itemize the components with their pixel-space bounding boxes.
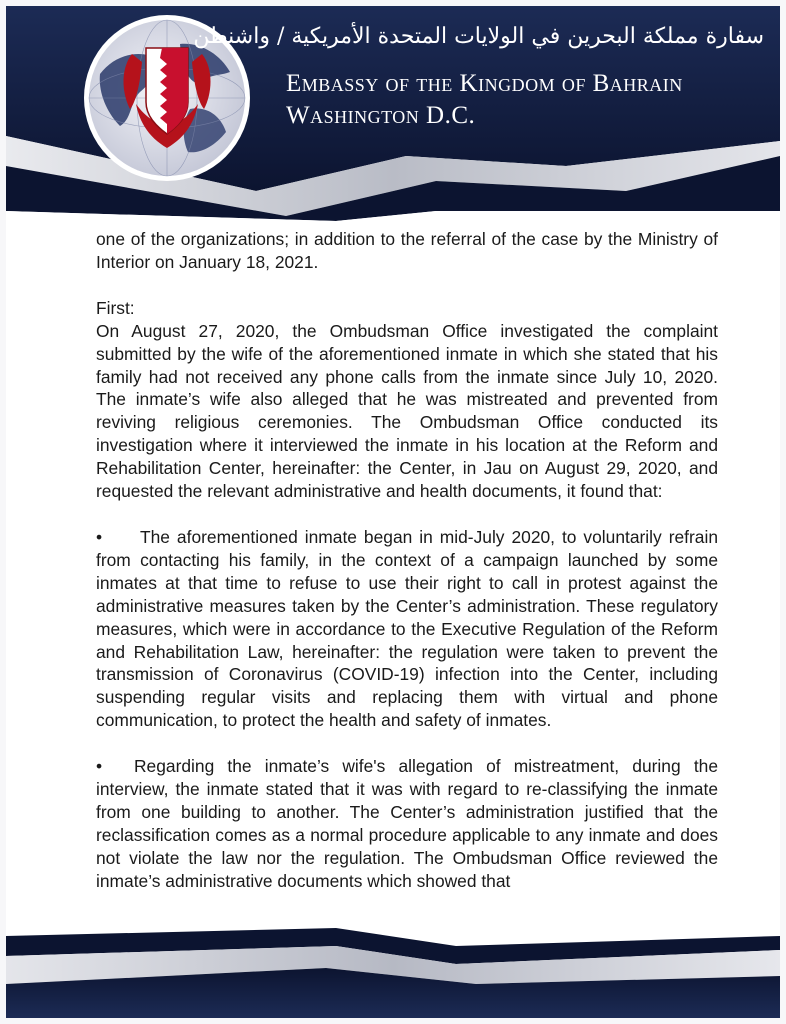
letterhead-sheet bbox=[6, 6, 780, 1018]
bullet-symbol: • bbox=[96, 526, 103, 547]
letter-body bbox=[96, 228, 718, 893]
paragraph-investigation: On August 27, 2020, the Ombudsman Office investigated the complaint submitted by the wife of the aforementioned inmate in which she stated that his family had not received any phone calls from the inmate since July 10, 2020. The inmate’s wife also alleged that he was mistreated and prevented from reviving religious ceremonies. The Ombudsman Office conducted its investigation where it interviewed the inmate in his location at the Reform and Rehabilitation Center, hereinafter: the Center, in Jau on August 29, 2020, and requested the relevant administrative and health documents, it found that: bbox=[96, 320, 718, 502]
footer-banner bbox=[6, 928, 780, 1018]
bullet-symbol: • bbox=[96, 756, 103, 777]
arabic-embassy-title: سفارة مملكة البحرين في الولايات المتحدة الأمريكية / واشنطن bbox=[193, 24, 764, 49]
bullet-item-2 bbox=[96, 755, 718, 892]
english-embassy-title: Embassy of the Kingdom of Bahrain bbox=[286, 70, 683, 97]
section-label-first: First: bbox=[96, 297, 135, 318]
paragraph-intro: one of the organizations; in addition to the referral of the case by the Ministry of Interior on January 18, 2021. bbox=[96, 229, 718, 272]
bullet-item-1 bbox=[96, 526, 718, 732]
bullet-item-2-text: Regarding the inmate’s wife's allegation of mistreatment, during the interview, the inmate stated that it was with regard to re-classifying the inmate from one building to another. The Center’s administration justified that the reclassification comes as a normal procedure applicable to any inmate and does not violate the law nor the regulation. The Ombudsman Office reviewed the inmate’s administrative documents which showed that bbox=[96, 756, 718, 891]
english-embassy-city: Washington D.C. bbox=[286, 102, 476, 129]
bullet-item-1-text: The aforementioned inmate began in mid-July 2020, to voluntarily refrain from contacting his family, in the context of a campaign launched by some inmates at that time to refuse to use their right to call in protest against the administrative measures taken by the Center’s administration. These regulatory measures, which were in accordance to the Executive Regulation of the Reform and Rehabilitation Law, hereinafter: the regulation were taken to prevent the transmission of Coronavirus (COVID-19) infection into the Center, including suspending regular visits and replacing them with virtual and phone communication, to protect the health and safety of inmates. bbox=[96, 526, 718, 731]
